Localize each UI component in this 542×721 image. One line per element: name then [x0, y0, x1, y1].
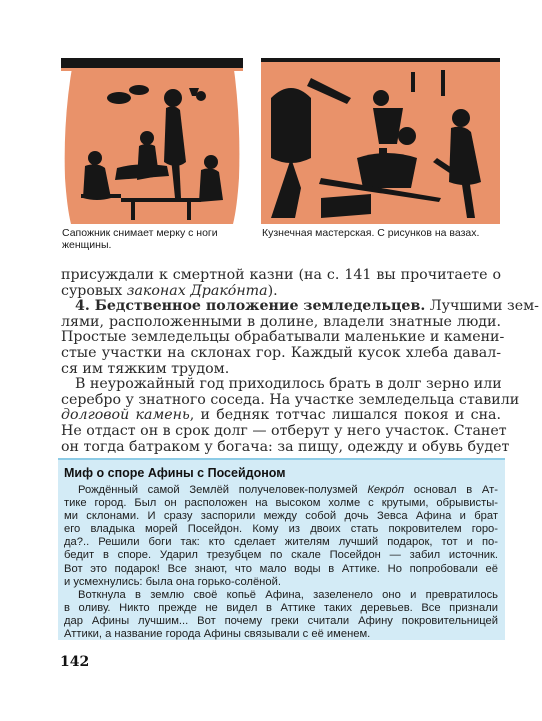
text-run: основал в Ат-: [404, 484, 498, 496]
text-line: Вот это подарок! Все знают, что мало воды в Аттике. Но попробовали её: [64, 562, 498, 575]
myth-box: [58, 458, 505, 640]
text-line: [61, 284, 501, 300]
page-number: 142: [60, 654, 90, 670]
text-line: В неурожайный год приходилось брать в долг зерно или: [75, 376, 502, 393]
text-line: и усмехнулись: была она горько-солёной.: [64, 575, 281, 588]
text-line: [61, 408, 501, 424]
text-line: Воткнула в землю своё копьё Афина, зазеленело оно и превратилось: [78, 588, 498, 601]
myth-box-body: [64, 484, 498, 641]
text-line: [64, 484, 498, 497]
text-line: стые участки на склонах гор. Каждый кусок хлеба давал-: [61, 344, 501, 361]
text-line: присуждали к смертной казни (на с. 141 вы прочитаете о: [61, 267, 501, 283]
text-line: да?.. Решили боги так: кто сделает жителям лучший подарок, тот и по-: [64, 536, 498, 549]
text-line: лями, расположенными в долине, владели знатные люди.: [61, 313, 501, 330]
text-line: дар Афины лучшим... Вот почему греки считали Афину покровительницей: [64, 614, 498, 627]
text-line: ся им тяжким трудом.: [61, 360, 230, 377]
section-heading: 4. Бедственное положение земледельцев.: [75, 298, 426, 315]
text-line: Простые земледельцы обрабатывали маленькие и камени-: [61, 329, 505, 346]
text-line: его владыка морей Посейдон. Кому из двоих стать покровителем горо-: [64, 523, 498, 536]
text-run: ).: [267, 282, 278, 299]
text-line: Аттики, а название города Афины связывали с её именем.: [64, 628, 371, 641]
text-run: Лучшими зем-: [425, 298, 539, 315]
text-line: Не отдаст он в срок долг — отберут у него участок. Станет: [61, 422, 507, 439]
main-text: [61, 267, 539, 455]
text-run: , и бедняк тотчас лишался покоя и сна.: [189, 407, 501, 424]
text-line: [61, 298, 539, 315]
text-run: суровых: [61, 282, 127, 299]
text-line: тике город. Был он расположен на высоком холме с крутыми, обрывисты-: [64, 497, 498, 510]
text-line: он тогда батраком у богача: за пищу, одежду и обувь будет: [61, 438, 510, 455]
figure-caption-forge: Кузнечная мастерская. С рисунков на вазах.: [262, 227, 480, 239]
text-line: серебро у знатного соседа. На участке земледельца ставили: [61, 391, 520, 408]
figure-forge-vase: [261, 58, 500, 224]
text-line: бедит в споре. Ударил трезубцем по скале Посейдон — забил источник.: [64, 549, 498, 562]
term-drakont-laws: законах Драко́нта: [126, 282, 268, 299]
term-debt-stone: долговой камень: [61, 407, 190, 424]
text-run: Рождённый самой Землёй получеловек-полузмей: [78, 484, 368, 496]
figure-caption-shoemaker: Сапожник снимает мерку с ноги женщины.: [62, 227, 218, 251]
myth-box-title: Миф о споре Афины с Посейдоном: [64, 466, 286, 480]
term-kekrop: Кекро́п: [367, 484, 405, 496]
figure-shoemaker-vase: [61, 58, 243, 224]
text-line: в оливу. Никто прежде не видел в Аттике таких деревьев. Все признали: [64, 601, 498, 614]
text-line: ми склонами. И сразу заспорили между собой дочь Зевса Афина и брат: [64, 510, 498, 523]
